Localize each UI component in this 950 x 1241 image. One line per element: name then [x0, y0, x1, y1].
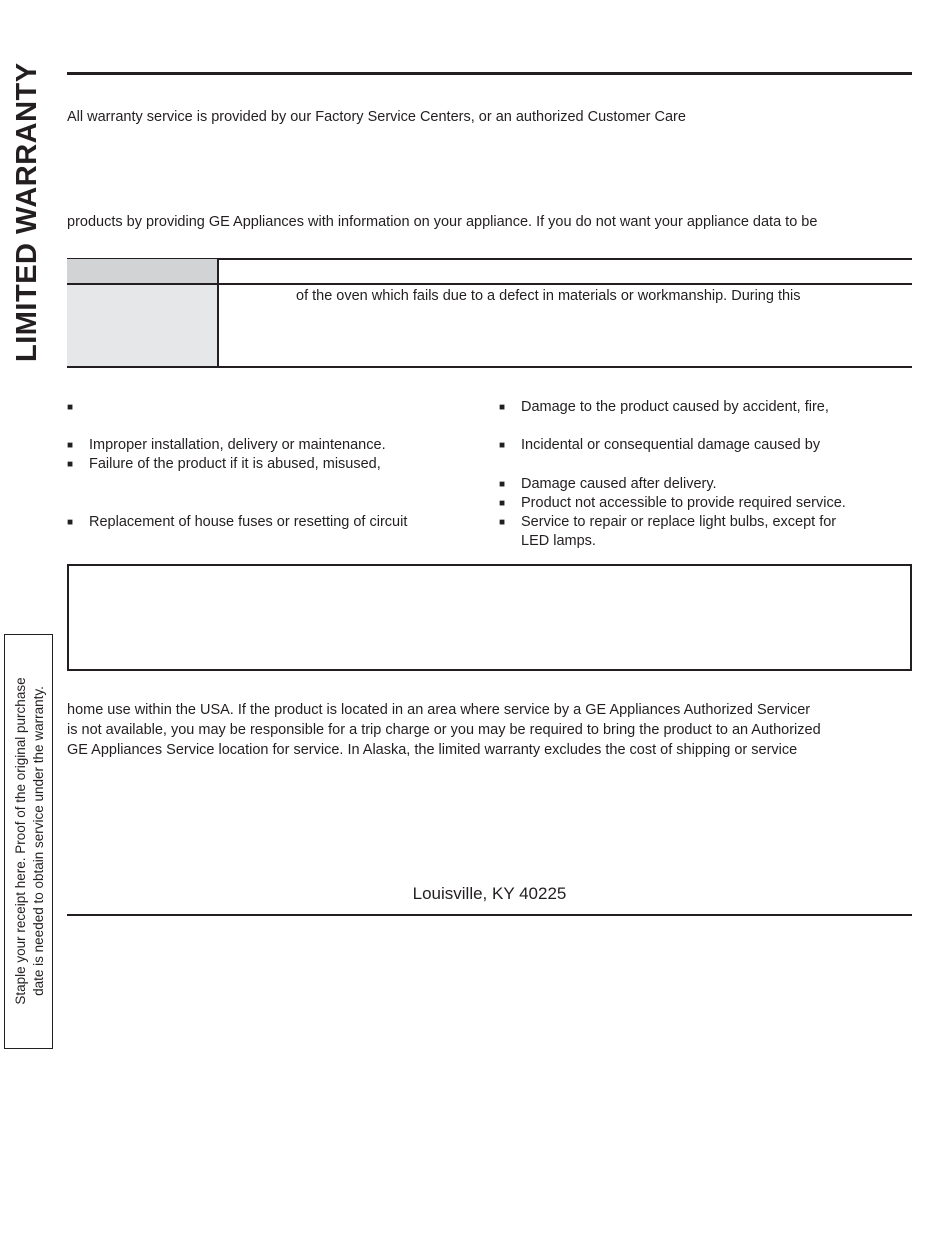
receipt-instructions — [12, 651, 48, 1031]
notice-box — [67, 564, 912, 671]
bottom-rule — [67, 914, 912, 916]
intro-line-1: All warranty service is provided by our Factory Service Centers, or an authorized Customer Care — [67, 109, 686, 125]
list-item — [67, 398, 467, 417]
list-item: ■ Service to repair or replace light bulbs, except for LED lamps. — [499, 514, 837, 549]
service-area-line-2: is not available, you may be responsible for a trip charge or you may be required to bring the product to an Authorized — [67, 722, 821, 738]
list-item-continuation: LED lamps. — [521, 533, 596, 549]
table-cell-coverage: of the oven which fails due to a defect in materials or workmanship. During this — [296, 288, 801, 304]
list-item: ■ Failure of the product if it is abused, misused, — [67, 456, 381, 472]
warrantor-address: Louisville, KY 40225 — [412, 884, 567, 903]
bullet-square-icon: ■ — [499, 498, 506, 509]
table-cell-period — [67, 285, 217, 366]
intro-line-2: products by providing GE Appliances with information on your appliance. If you do not want your appliance data to be — [67, 214, 818, 230]
page-title: LIMITED WARRANTY — [11, 62, 43, 362]
bullet-square-icon: ■ — [67, 517, 74, 528]
list-item: ■ Damage caused after delivery. — [499, 476, 717, 492]
receipt-line-1: Staple your receipt here. Proof of the original purchase — [13, 677, 28, 1005]
bullet-square-icon: ■ — [67, 402, 74, 413]
table-header-period — [67, 259, 217, 283]
receipt-line-2: date is needed to obtain service under the warranty. — [31, 686, 46, 996]
bullet-square-icon: ■ — [499, 479, 506, 490]
table-divider — [217, 259, 219, 367]
bullet-square-icon: ■ — [499, 440, 506, 451]
list-item: ■ Improper installation, delivery or maintenance. — [67, 437, 386, 453]
list-item: ■ Replacement of house fuses or resetting of circuit — [67, 514, 408, 530]
top-rule — [67, 72, 912, 75]
bullet-square-icon: ■ — [67, 459, 74, 470]
bullet-square-icon: ■ — [67, 440, 74, 451]
bullet-square-icon: ■ — [499, 517, 506, 528]
list-item: ■ Incidental or consequential damage caused by — [499, 437, 821, 453]
list-item: ■ Product not accessible to provide required service. — [499, 495, 846, 511]
service-area-line-1: home use within the USA. If the product is located in an area where service by a GE Appliances Authorized Servicer — [67, 702, 811, 718]
service-area-line-3: GE Appliances Service location for service. In Alaska, the limited warranty excludes the cost of shipping or service — [67, 742, 798, 758]
list-item: ■ Damage to the product caused by accident, fire, — [499, 399, 829, 415]
bullet-square-icon: ■ — [499, 402, 506, 413]
table-bottom-rule — [67, 366, 912, 368]
